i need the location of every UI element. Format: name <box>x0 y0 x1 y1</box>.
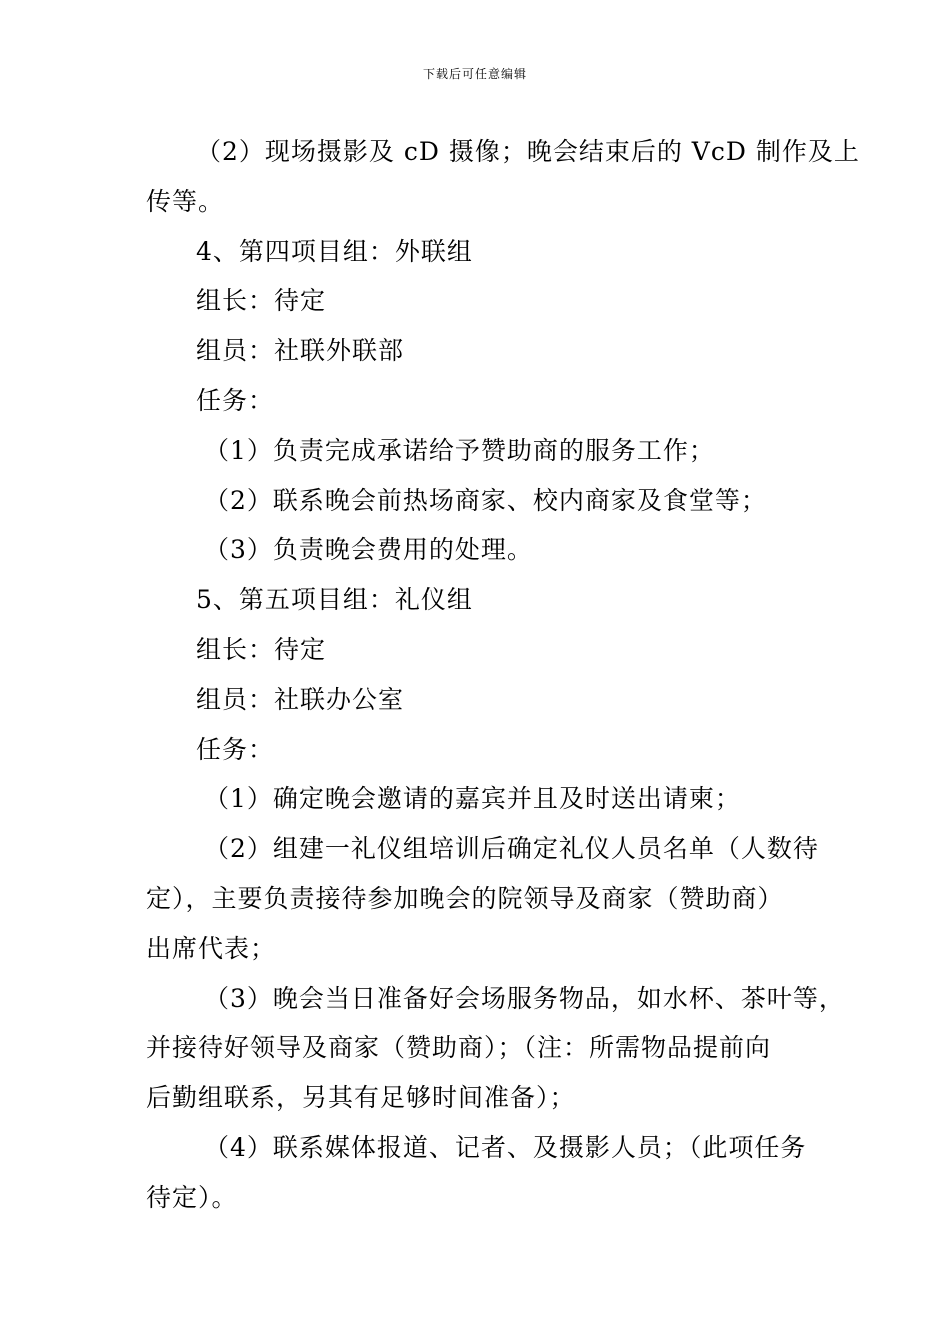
text-line: 定），主要负责接待参加晚会的院领导及商家（赞助商） <box>146 883 784 913</box>
list-item: （4）联系媒体报道、记者、及摄影人员；（此项任务 <box>204 1132 807 1162</box>
text-line: 出席代表； <box>146 933 277 963</box>
text-line: 组长：待定 <box>196 286 327 316</box>
text-line: 组员：社联外联部 <box>196 336 405 366</box>
text-line: 组员：社联办公室 <box>196 684 405 714</box>
text-line: 并接待好领导及商家（赞助商）；（注：所需物品提前向 <box>146 1033 772 1063</box>
list-item: （1）负责完成承诺给予赞助商的服务工作； <box>204 435 715 465</box>
text-line: （2）现场摄影及 cD 摄像；晚会结束后的 VcD 制作及上 <box>196 137 860 166</box>
section-heading: 5、第五项目组：礼仪组 <box>196 585 473 615</box>
list-item: （2）联系晚会前热场商家、校内商家及食堂等； <box>204 485 767 515</box>
list-item: （3）负责晚会费用的处理。 <box>204 535 533 565</box>
text-line: 任务： <box>196 385 275 415</box>
text-line: 任务： <box>196 734 275 764</box>
document-body <box>146 127 860 1223</box>
list-item: （2）组建一礼仪组培训后确定礼仪人员名单（人数待 <box>204 834 819 864</box>
page-header: 下载后可任意编辑 <box>422 67 527 81</box>
text-line: 后勤组联系，另其有足够时间准备）； <box>146 1083 576 1113</box>
section-heading: 4、第四项目组：外联组 <box>196 236 473 266</box>
text-line: 待定）。 <box>146 1182 238 1212</box>
list-item: （3）晚会当日准备好会场服务物品，如水杯、茶叶等， <box>204 983 845 1013</box>
text-line: 组长：待定 <box>196 634 327 664</box>
text-line: 传等。 <box>146 186 225 216</box>
list-item: （1）确定晚会邀请的嘉宾并且及时送出请柬； <box>204 784 741 814</box>
